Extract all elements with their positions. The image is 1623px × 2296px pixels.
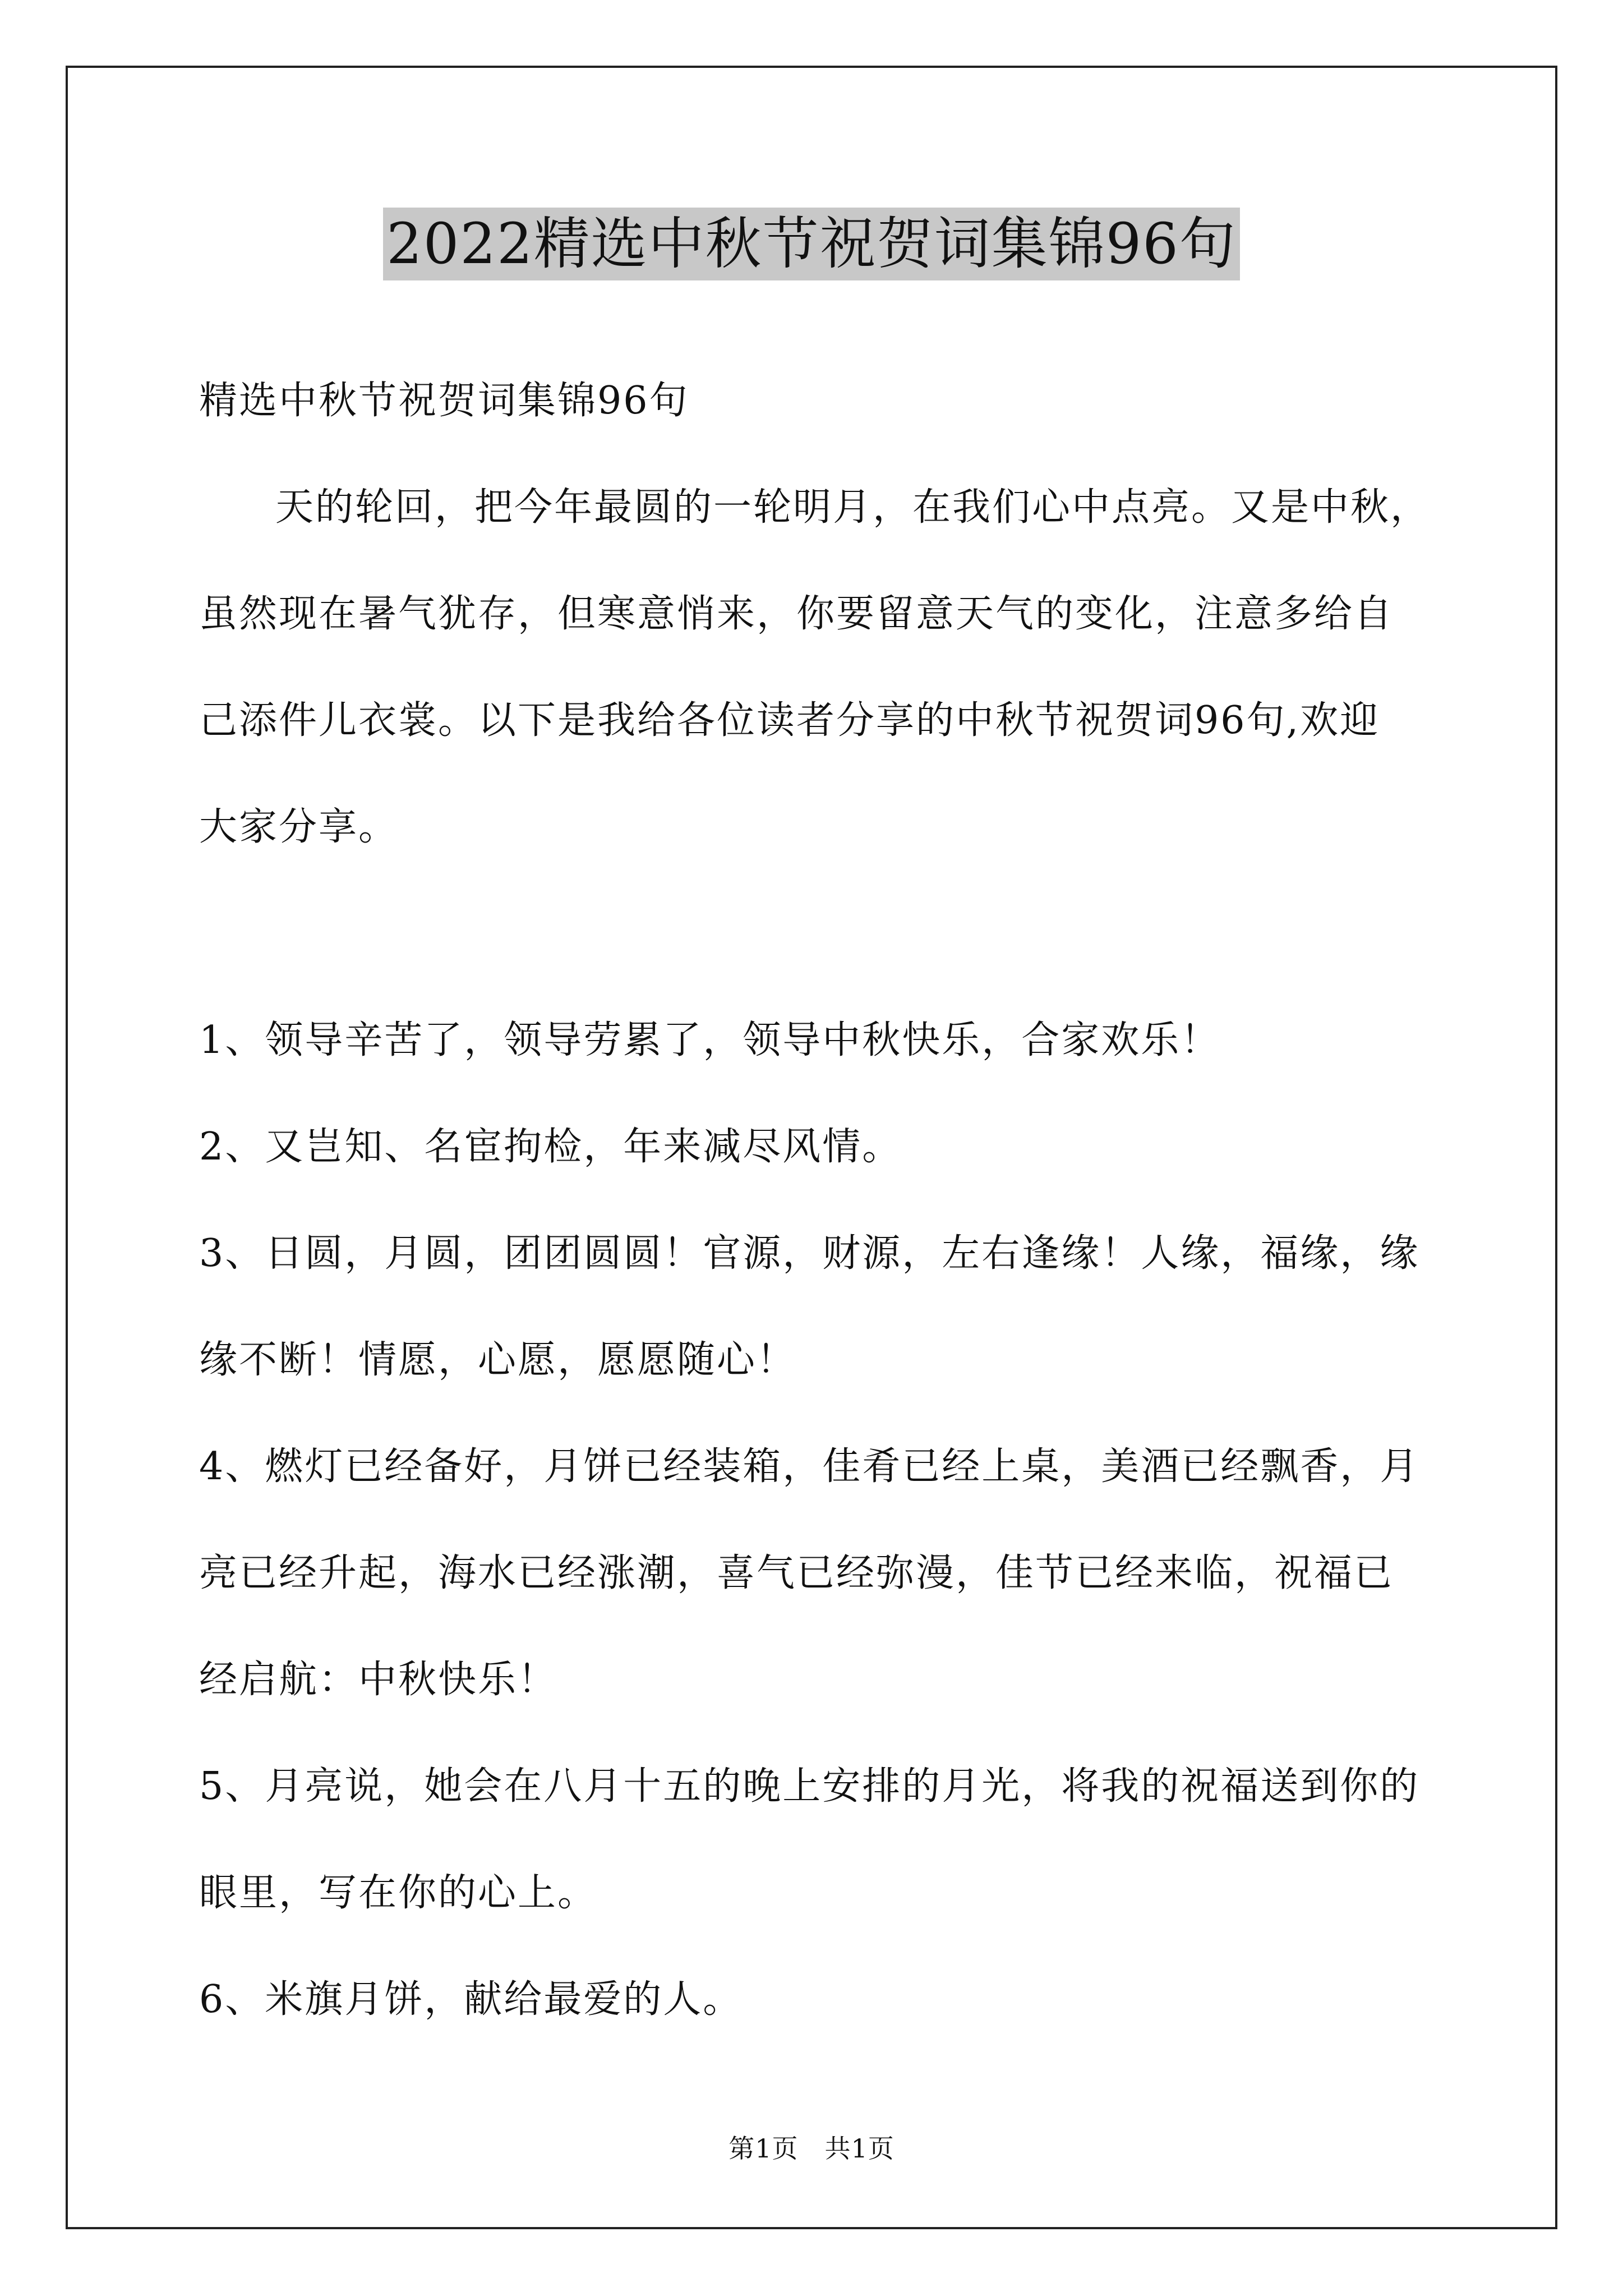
list-item-line: 6、米旗月饼，献给最爱的人。 — [199, 1977, 743, 2022]
list-item-line: 亮已经升起，海水已经涨潮，喜气已经弥漫，佳节已经来临，祝福已 — [199, 1551, 1394, 1595]
document-subtitle: 精选中秋节祝贺词集锦96句 — [199, 379, 689, 423]
page-footer: 第1页 共1页 — [728, 2133, 895, 2164]
document-title: 2022精选中秋节祝贺词集锦96句 — [383, 208, 1240, 280]
list-item-line: 经启航：中秋快乐！ — [199, 1658, 558, 1702]
list-item-line: 2、又岂知、名宦拘检，年来减尽风情。 — [199, 1125, 902, 1169]
title-container — [0, 208, 1623, 280]
list-item-line: 4、燃灯已经备好，月饼已经装箱，佳肴已经上桌，美酒已经飘香，月 — [199, 1444, 1420, 1489]
intro-line: 己添件儿衣裳。以下是我给各位读者分享的中秋节祝贺词96句,欢迎 — [199, 698, 1380, 743]
list-item-line: 1、领导辛苦了，领导劳累了，领导中秋快乐，合家欢乐！ — [199, 1018, 1221, 1062]
document-body — [199, 348, 1433, 2053]
list-item-line: 3、日圆，月圆，团团圆圆！官源，财源，左右逢缘！人缘，福缘，缘 — [199, 1231, 1420, 1276]
list-item-line: 眼里，写在你的心上。 — [199, 1871, 598, 1915]
intro-line: 虽然现在暑气犹存，但寒意悄来，你要留意天气的变化，注意多给自 — [199, 592, 1394, 636]
list-item-line: 缘不断！情愿，心愿，愿愿随心！ — [199, 1338, 797, 1382]
paragraph-gap — [199, 881, 1433, 987]
intro-line: 大家分享。 — [199, 805, 399, 849]
list-item-line: 5、月亮说，她会在八月十五的晚上安排的月光，将我的祝福送到你的 — [199, 1764, 1420, 1809]
intro-line: 天的轮回，把今年最圆的一轮明月，在我们心中点亮。又是中秋， — [275, 485, 1431, 530]
